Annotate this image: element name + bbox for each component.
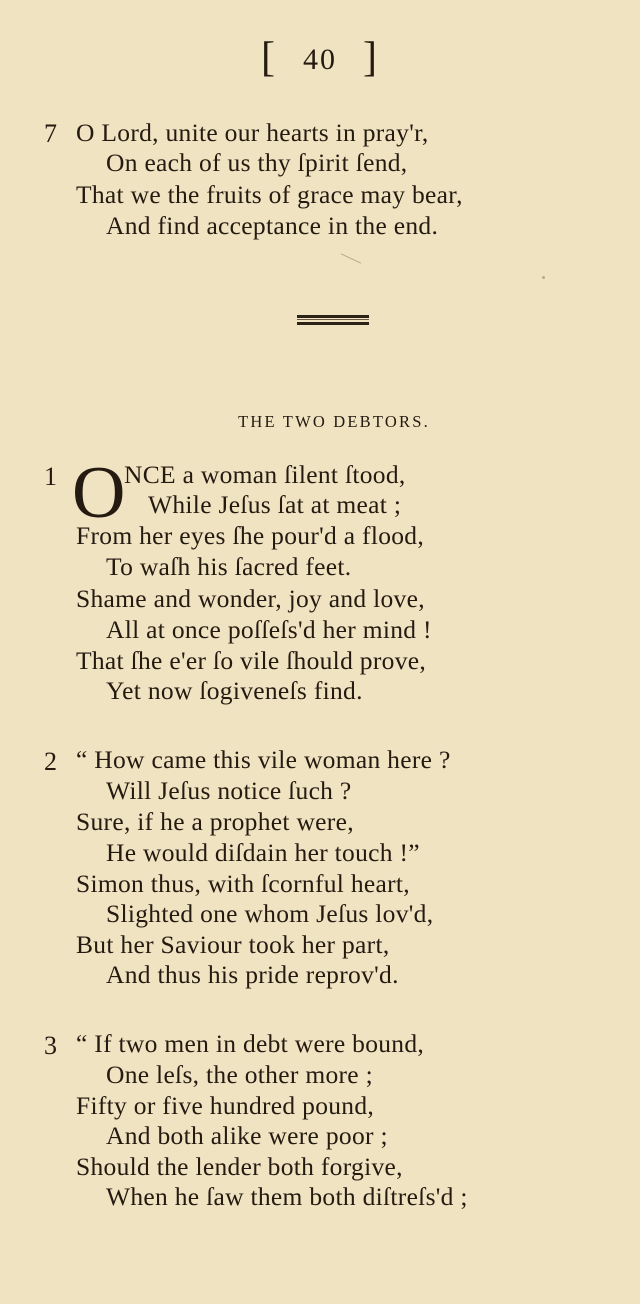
verse-line: From her eyes ſhe pour'd a flood, [76, 521, 425, 550]
hymn-title: THE TWO DEBTORS. [238, 412, 430, 431]
verse-line: He would diſdain her touch !” [106, 838, 420, 867]
running-head [0, 34, 640, 82]
stanza-number: 1 [44, 462, 57, 491]
double-rule-ornament [297, 315, 369, 327]
drop-cap: O [72, 452, 126, 534]
verse-line: When he ſaw them both diſtreſs'd ; [106, 1182, 468, 1211]
verse-line: On each of us thy ſpirit ſend, [106, 148, 408, 177]
left-bracket: [ [261, 35, 277, 81]
paper-mark [341, 253, 361, 263]
page-number: 40 [303, 43, 337, 76]
verse-line: And both alike were poor ; [106, 1121, 388, 1150]
verse-line: “ How came this vile woman here ? [76, 745, 451, 774]
verse-line: NCE a woman ſilent ſtood, [124, 460, 406, 489]
stanza-number: 2 [44, 747, 57, 776]
verse-line: Will Jeſus notice ſuch ? [106, 776, 352, 805]
verse-line: O Lord, unite our hearts in pray'r, [76, 118, 429, 147]
verse-line: Yet now ſogiveneſs find. [106, 676, 363, 705]
stanza-number: 7 [44, 119, 57, 148]
verse-line: And thus his pride reprov'd. [106, 960, 399, 989]
verse-line: Simon thus, with ſcornful heart, [76, 869, 410, 898]
verse-line: That ſhe e'er ſo vile ſhould prove, [76, 646, 427, 675]
verse-line: And find acceptance in the end. [106, 211, 439, 240]
verse-line: Fifty or five hundred pound, [76, 1091, 375, 1120]
verse-line: But her Saviour took her part, [76, 930, 390, 959]
verse-line: Shame and wonder, joy and love, [76, 584, 425, 613]
verse-line: Should the lender both forgive, [76, 1152, 403, 1181]
verse-line: One leſs, the other more ; [106, 1060, 373, 1089]
verse-line: “ If two men in debt were bound, [76, 1029, 425, 1058]
right-bracket: ] [363, 35, 379, 81]
verse-line: While Jeſus ſat at meat ; [148, 490, 402, 519]
verse-line: Sure, if he a prophet were, [76, 807, 354, 836]
verse-line: Slighted one whom Jeſus lov'd, [106, 899, 434, 928]
verse-line: To waſh his ſacred feet. [106, 552, 352, 581]
stanza-number: 3 [44, 1031, 57, 1060]
verse-line: All at once poſſeſs'd her mind ! [106, 615, 432, 644]
paper-mark [542, 276, 545, 279]
verse-line: That we the fruits of grace may bear, [76, 180, 463, 209]
